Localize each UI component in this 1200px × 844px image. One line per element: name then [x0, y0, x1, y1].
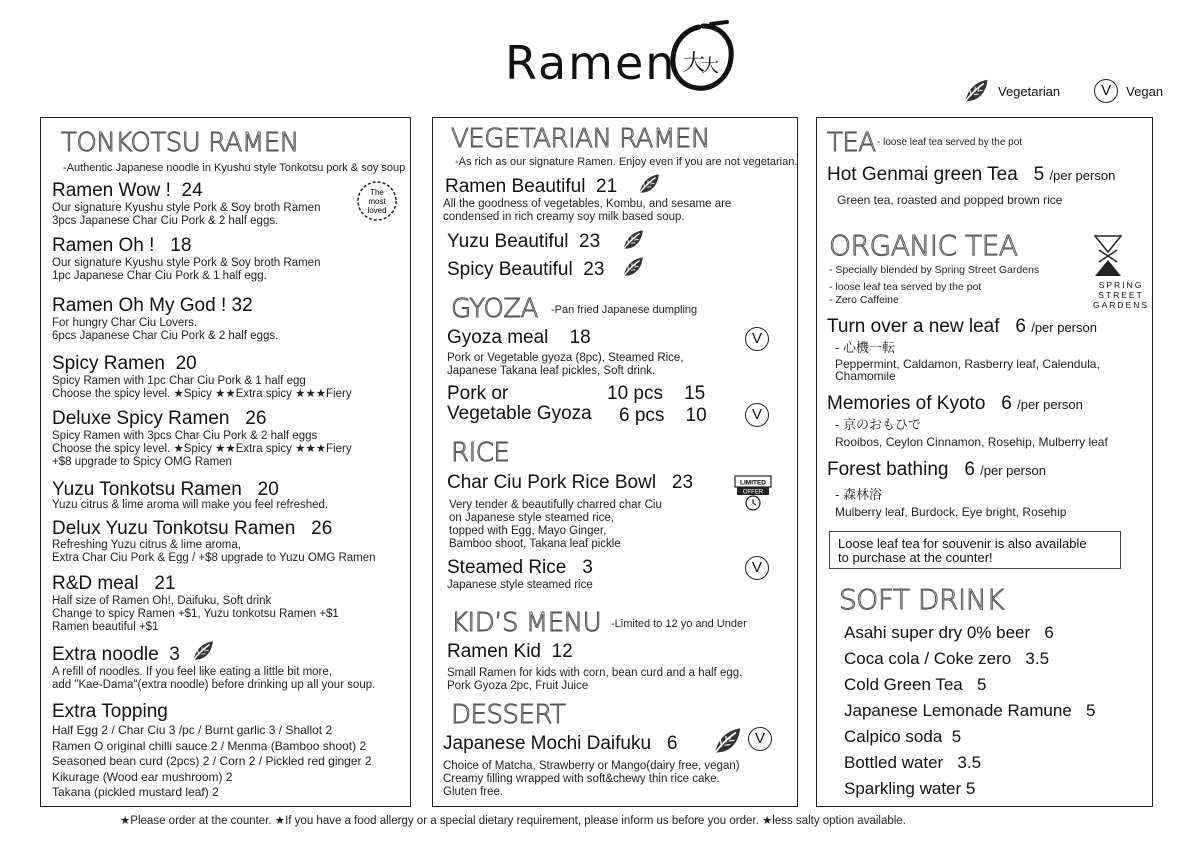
section-subtitle: -Authentic Japanese noodle in Kyushu style Tonkotsu pork & soy soup	[63, 162, 406, 174]
legend-vegetarian-label: Vegetarian	[998, 83, 1061, 99]
leaf-icon	[619, 254, 645, 280]
menu-item-rd-meal: R&D meal 21	[52, 573, 176, 594]
leaf-icon	[960, 76, 990, 106]
most-loved-badge-icon	[356, 180, 398, 222]
section-subtitle: -As rich as our signature Ramen. Enjoy even if you are not vegetarian.	[455, 156, 798, 168]
item-name: Ramen Wow !	[52, 180, 171, 201]
item-desc: Japanese style steamed rice	[447, 579, 593, 591]
section-title-vegetarian: VEGETARIAN RAMEN	[451, 124, 710, 154]
leaf-icon	[619, 227, 645, 253]
logo-glyph: 大	[683, 51, 706, 76]
topping-list: Half Egg 2 / Char Ciu 3 /pc / Burnt garlic 3 / Shallot 2 Ramen O original chilli sauce 2 / Menma (Bamboo shoot) 2 Seasoned bean curd (2pcs) 2 / Corn 2 / Pickled red ginger 2 Kikurage (Wood ear mushroom) 2 Takana (pickled mustard leaf) 2	[52, 723, 372, 799]
item-desc: Mulberry leaf, Burdock, Eye bright, Rosehip	[835, 505, 1067, 519]
svg-text:LIMITED: LIMITED	[740, 479, 766, 487]
gyoza-pieces-label-2: Vegetable Gyoza	[447, 403, 592, 424]
badge-line: The	[370, 188, 384, 197]
item-desc: Small Ramen for kids with corn, bean curd and a half egg. Pork Gyoza 2pc, Fruit Juice	[447, 667, 743, 692]
menu-item-forest-bathing: Forest bathing 6 /per person	[827, 459, 1046, 480]
section-title-tonkotsu: TONKOTSU RAMEN	[61, 128, 299, 158]
item-desc: Our signature Kyushu style Pork & Soy broth Ramen 3pcs Japanese Char Ciu Pork & 2 half eggs.	[52, 202, 321, 227]
drink-item: Coca cola / Coke zero 3.5	[844, 649, 1050, 668]
menu-item-char-ciu-rice-bowl: Char Ciu Pork Rice Bowl 23	[447, 472, 694, 493]
menu-item-spicy-beautiful: Spicy Beautiful 23	[447, 259, 605, 280]
item-jp-name: - 心機一転	[835, 340, 895, 355]
drink-item: Asahi super dry 0% beer 6	[844, 623, 1054, 642]
menu-item-yuzu-tonkotsu-ramen: Yuzu Tonkotsu Ramen 20	[52, 479, 279, 500]
drink-item: Japanese Lemonade Ramune 5	[844, 701, 1096, 720]
section-title-kids-menu: KID’S MENU	[451, 608, 602, 638]
legend-vegan-label: Vegan	[1126, 83, 1164, 99]
item-desc: A refill of noodles. If you feel like eating a little bit more, add "Kae-Dama"(extra noodle) before drinking up all your soup.	[52, 666, 376, 691]
item-desc: Yuzu citrus & lime aroma will make you feel refreshed.	[52, 499, 329, 511]
drink-item: Cold Green Tea 5	[844, 675, 987, 694]
drink-item: Calpico soda 5	[844, 727, 962, 746]
item-desc: Refreshing Yuzu citrus & lime aroma, Extra Char Ciu Pork & Egg / +$8 upgrade to Yuzu OMG Ramen	[52, 539, 376, 564]
organic-note: - loose leaf tea served by the pot	[829, 281, 982, 293]
gyoza-qty-6: 6 pcs 10	[619, 405, 707, 426]
item-desc: Our signature Kyushu style Pork & Soy broth Ramen 1pc Japanese Char Ciu Pork & 1 half egg.	[52, 257, 321, 282]
item-desc: Choice of Matcha, Strawberry or Mango(dairy free, vegan) Creamy filling wrapped with soft&chewy thin rice cake. Gluten free.	[443, 760, 740, 798]
footer-note: ★Please order at the counter. ★If you have a food allergy or a special dietary requirement, please inform us before you order. ★less salty option available.	[120, 815, 906, 827]
section-title-dessert: DESSERT	[451, 700, 566, 730]
tea-drinks-column	[816, 117, 1153, 807]
item-jp-name: - 京のおもひで	[835, 417, 921, 432]
menu-item-extra-noodle: Extra noodle 3	[52, 644, 180, 665]
section-title-rice: RICE	[451, 438, 510, 468]
menu-item-turn-over-new-leaf: Turn over a new leaf 6 /per person	[827, 316, 1097, 337]
menu-item-ramen-oh: Ramen Oh ! 18	[52, 235, 192, 256]
drink-item: Sparkling water 5	[844, 779, 976, 798]
svg-text:OFFER: OFFER	[742, 489, 764, 496]
drink-item: Bottled water 3.5	[844, 753, 982, 772]
item-desc: Green tea, roasted and popped brown rice	[837, 193, 1063, 207]
vegetarian-column	[432, 117, 798, 807]
item-desc: For hungry Char Ciu Lovers. 6pcs Japanese Char Ciu Pork & 2 half eggs.	[52, 317, 279, 342]
vegan-icon: V	[745, 327, 769, 351]
organic-note: - Specially blended by Spring Street Gardens	[829, 264, 1040, 276]
spring-street-gardens-brand: SPRING STREET GARDENS	[1093, 280, 1150, 310]
spring-street-gardens-logo-icon	[1091, 234, 1125, 278]
legend	[960, 76, 1163, 106]
vegan-icon: V	[745, 403, 769, 427]
menu-item-ramen-kid: Ramen Kid 12	[447, 641, 573, 662]
badge-line: most	[368, 197, 386, 206]
item-desc: Rooibos, Ceylon Cinnamon, Rosehip, Mulberry leaf	[835, 435, 1108, 449]
item-desc: All the goodness of vegetables, Kombu, and sesame are condensed in rich creamy soy milk based soup.	[443, 198, 732, 223]
limited-offer-badge-icon	[733, 474, 773, 512]
leaf-icon	[635, 171, 661, 197]
section-title-organic-tea: ORGANIC TEA	[829, 229, 1018, 262]
item-desc: Pork or Vegetable gyoza (8pc), Steamed Rice, Japanese Takana leaf pickles, Soft drink.	[447, 352, 684, 377]
menu-item-hot-genmai-tea: Hot Genmai green Tea 5 /per person	[827, 164, 1116, 185]
menu-item-ramen-beautiful: Ramen Beautiful 21	[445, 176, 618, 197]
menu-item-spicy-ramen: Spicy Ramen 20	[52, 353, 197, 374]
menu-item-steamed-rice: Steamed Rice 3	[447, 557, 593, 578]
leaf-icon	[709, 724, 743, 758]
section-subtitle: -Pan fried Japanese dumpling	[551, 304, 698, 316]
menu-item-ramen-oh-my-god: Ramen Oh My God ! 32	[52, 295, 253, 316]
menu-item-memories-of-kyoto: Memories of Kyoto 6 /per person	[827, 393, 1083, 414]
menu-item-ramen-wow	[52, 181, 203, 200]
gyoza-pieces-label-1: Pork or	[447, 383, 509, 404]
badge-line: loved	[367, 206, 387, 215]
item-desc: Spicy Ramen with 3pcs Char Ciu Pork & 2 half eggs Choose the spicy level. ★Spicy ★★Extra spicy ★★★Fiery +$8 upgrade to Spicy OMG Ramen	[52, 430, 352, 468]
section-title-gyoza: GYOZA	[451, 294, 538, 324]
section-title-soft-drink: SOFT DRINK	[839, 583, 1005, 616]
logo: Ramen 大 大	[505, 18, 745, 98]
souvenir-note: Loose leaf tea for souvenir is also available to purchase at the counter!	[829, 531, 1121, 569]
item-desc: Spicy Ramen with 1pc Char Ciu Pork & 1 half egg Choose the spicy level. ★Spicy ★★Extra spicy ★★★Fiery	[52, 375, 352, 400]
section-subtitle: -Limited to 12 yo and Under	[611, 618, 747, 630]
item-desc: Peppermint, Caldamon, Rasberry leaf, Calendula, Chamomile	[835, 357, 1100, 383]
item-desc: Half size of Ramen Oh!, Daifuku, Soft drink Change to spicy Ramen +$1, Yuzu tonkotsu Ramen +$1 Ramen beautiful +$1	[52, 595, 339, 633]
menu-item-mochi-daifuku: Japanese Mochi Daifuku 6	[443, 733, 678, 754]
section-subtitle: - loose leaf tea served by the pot	[877, 137, 1023, 148]
menu-item-delux-yuzu-tonkotsu-ramen: Delux Yuzu Tonkotsu Ramen 26	[52, 518, 333, 539]
gyoza-qty-10: 10 pcs 15	[607, 383, 706, 404]
item-desc: Very tender & beautifully charred char Ciu on Japanese style steamed rice, topped with Egg, Mayo Ginger, Bamboo shoot, Takana leaf pickle	[449, 499, 662, 550]
menu-item-deluxe-spicy-ramen: Deluxe Spicy Ramen 26	[52, 408, 267, 429]
menu-item-gyoza-meal: Gyoza meal 18	[447, 327, 591, 348]
leaf-icon	[189, 638, 215, 664]
vegan-icon: V	[1094, 79, 1118, 103]
section-title-tea: TEA	[827, 128, 876, 158]
menu-item-extra-topping: Extra Topping	[52, 701, 168, 722]
organic-note: - Zero Caffeine	[829, 294, 899, 306]
vegan-icon: V	[745, 556, 769, 580]
menu-item-yuzu-beautiful: Yuzu Beautiful 23	[447, 231, 601, 252]
vegan-icon: V	[748, 727, 772, 751]
tonkotsu-column	[40, 117, 411, 807]
item-price: 24	[181, 180, 203, 201]
logo-text: Ramen	[505, 36, 677, 90]
item-jp-name: - 森林浴	[835, 487, 882, 502]
